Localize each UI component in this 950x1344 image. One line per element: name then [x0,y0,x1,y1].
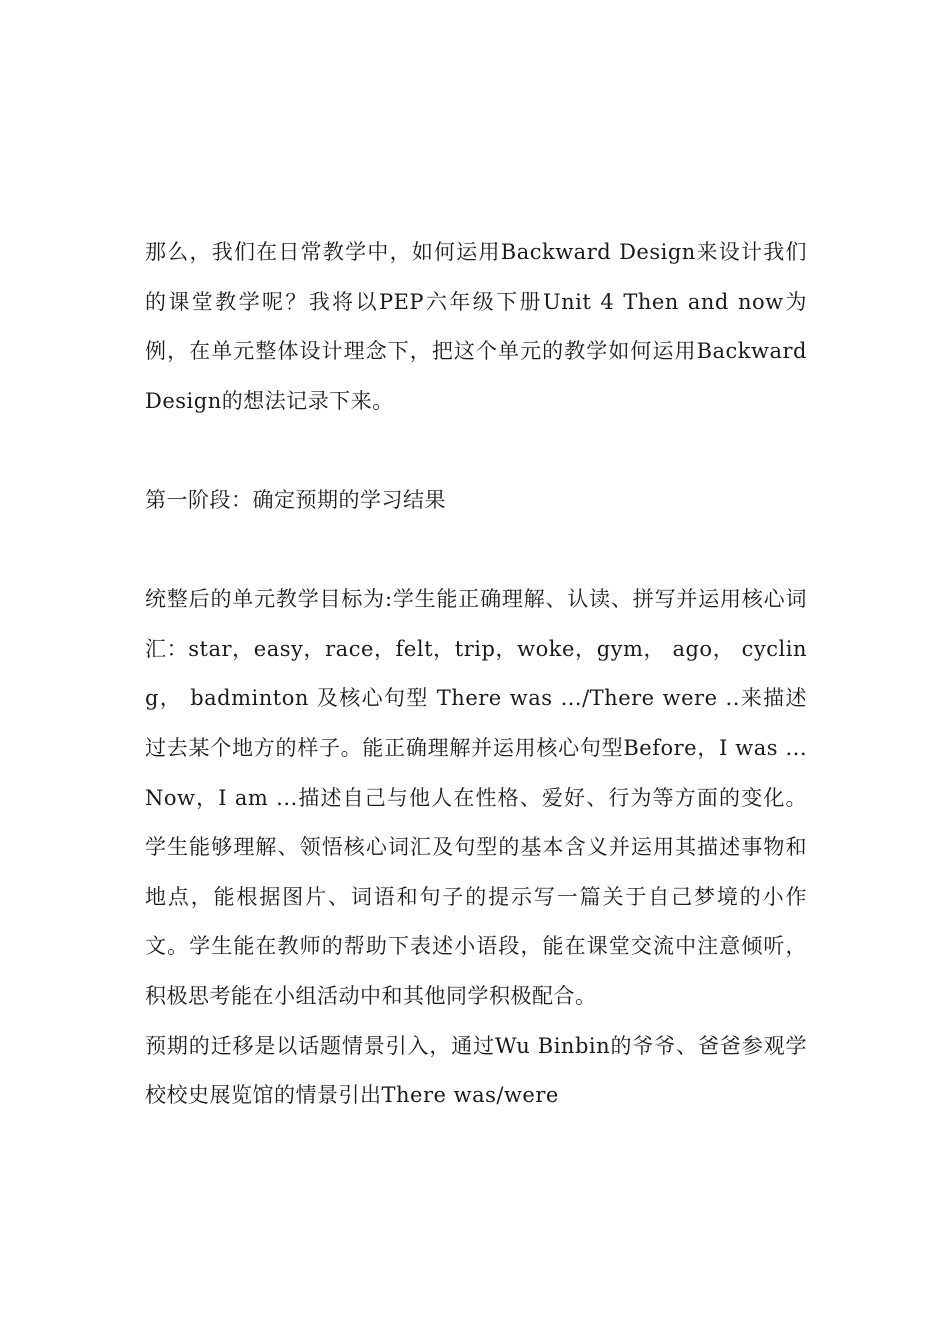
paragraph-spacer [145,526,807,576]
paragraph-expected-transfer: 预期的迁移是以话题情景引入，通过Wu Binbin的爷爷、爸爸参观学校校史展览馆的情景引出There was/were [145,1033,807,1108]
paragraph-spacer [145,426,807,476]
document-body [145,228,807,1121]
paragraph-intro: 那么，我们在日常教学中，如何运用Backward Design来设计我们的课堂教学呢？我将以PEP六年级下册Unit 4 Then and now为例，在单元整体设计理念下，把这个单元的教学如何运用Backward Design的想法记录下来。 [145,240,807,413]
paragraph-unit-goals: 统整后的单元教学目标为:学生能正确理解、认读、拼写并运用核心词汇：star，easy，race，felt，trip，woke，gym， ago， cycling， badminton 及核心句型 There was .../There were ..来描述过去某个地方的样子。能正确理解并运用核心句型Before，I was ... Now，I am ...描述自己与他人在性格、爱好、行为等方面的变化。学生能够理解、领悟核心词汇及句型的基本含义并运用其描述事物和地点，能根据图片、词语和句子的提示写一篇关于自己梦境的小作文。学生能在教师的帮助下表述小语段，能在课堂交流中注意倾听，积极思考能在小组活动中和其他同学积极配合。 [145,587,807,1008]
section-heading-stage-one: 第一阶段：确定预期的学习结果 [145,487,446,512]
